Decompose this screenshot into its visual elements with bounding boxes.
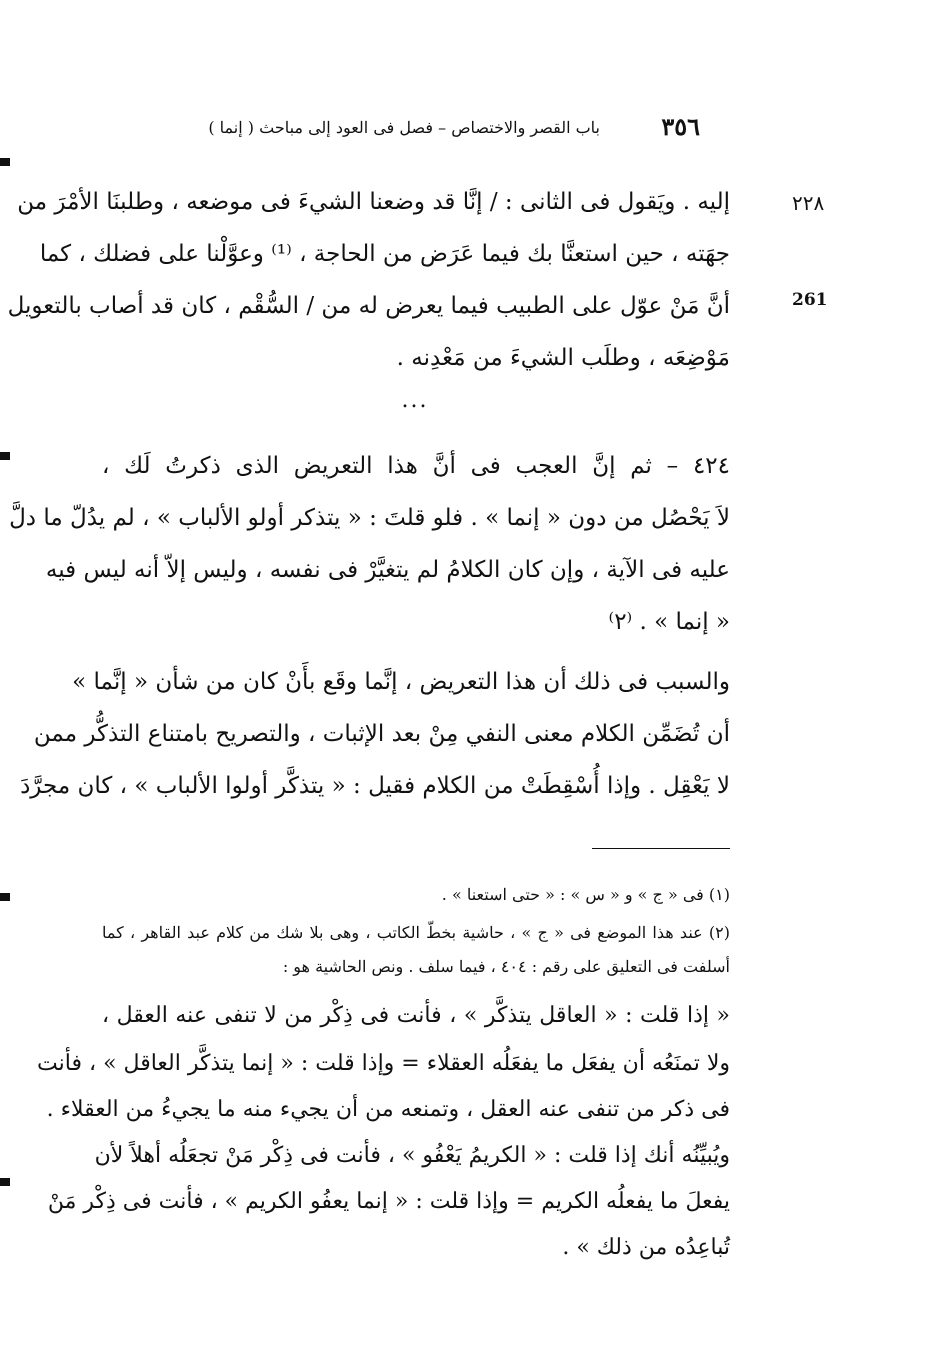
footnote-quote-line: ولا تمنَعُه أن يفعَل ما يفعَلُه العقلاء = وإذا قلت : « إنما يتذكَّر العاقل » ، فأنت [37,1051,730,1076]
footnote-2-line: (٢) عند هذا الموضع فى « ج » ، حاشية بخطّ الكاتب ، وهى بلا شك من كلام عبد القاهر ، كما [102,923,730,942]
text-line: أنَّ مَنْ عوّل على الطبيب فيما يعرض له من / السُّقْم ، كان قد أصاب بالتعويل [7,293,730,319]
footnote-2-line: أسلفت فى التعليق على رقم : ٤٠٤ ، فيما سلف . ونص الحاشية هو : [282,957,730,976]
page-header [200,112,700,142]
text-line: عليه فى الآية ، وإن كان الكلامُ لم يتغيَّرْ فى نفسه ، وليس إلاّ أنه ليس فيه [45,557,730,583]
edge-mark [0,158,10,166]
footnote-1: (١) فى « ج » و « س » : « حتى استعنا » . [441,885,730,904]
text-line: لاَ يَحْصُل من دون « إنما » . فلو قلتَ : « يتذكر أولو الألباب » ، لم يدُلّ ما دلَّ [9,505,730,531]
section-separator: ... [401,388,429,413]
footnote-quote-line: فى ذكر من تنفى عنه العقل ، وتمنعه من أن يجيء منه ما يجيءُ من العقلاء . [46,1097,730,1122]
text-line: « إنما » . ⁽٢⁾ [608,609,730,635]
footnote-quote-line: ويُبيِّنُه أنك إذا قلت : « الكريمُ يَعْفُو » ، فأنت فى ذِكْر مَنْ تجعَلُه أهلاً لأن [94,1143,730,1168]
text-line: مَوْضِعَه ، وطلَب الشيءَ من مَعْدِنه . [396,345,730,371]
text-line: ٤٢٤ – ثم إنَّ العجب فى أنَّ هذا التعريض الذى ذكرتُ لَك ، [102,453,730,479]
page-number: ٣٥٦ [661,112,700,141]
footnote-quote-line: يفعلَ ما يفعلُه الكريم = وإذا قلت : « إنما يعفُو الكريم » ، فأنت فى ذِكْر مَنْ [47,1189,730,1214]
footnote-quote-line: تُباعِدُه من ذلك » . [562,1235,730,1260]
edge-mark [0,893,10,901]
text-line: لا يَعْقِل . وإذا أُسْقِطَتْ من الكلام فقيل : « يتذكَّر أولوا الألباب » ، كان مجرَّدَ [20,773,730,799]
text-line: أن تُضَمِّن الكلام معنى النفي مِنْ بعد الإثبات ، والتصريح بامتناع التذكُّر ممن [33,721,730,747]
running-title: باب القصر والاختصاص – فصل فى العود إلى مباحث ( إنما ) [208,118,600,137]
margin-number: ٢٢٨ [792,191,825,215]
margin-number: 261 [792,290,828,310]
text-line: والسبب فى ذلك أن هذا التعريض ، إنَّما وقَع بأَنْ كان من شأن « إنَّما » [72,669,730,695]
footnote-rule [592,848,730,849]
edge-mark [0,452,10,460]
edge-mark [0,1178,10,1186]
text-line: جهَته ، حين استعنَّا بك فيما عَرَض من الحاجة ، ⁽¹⁾ وعوَّلْنا على فضلك ، كما [39,241,730,267]
footnote-quote-line: « إذا قلت : « العاقل يتذكَّر » ، فأنت فى ذِكْر من لا تنفى عنه العقل ، [102,1003,730,1028]
text-line: إليه . ويَقول فى الثانى : / إنَّا قد وضعنا الشيءَ فى موضعه ، وطلبنَا الأمْرَ من [17,189,730,215]
